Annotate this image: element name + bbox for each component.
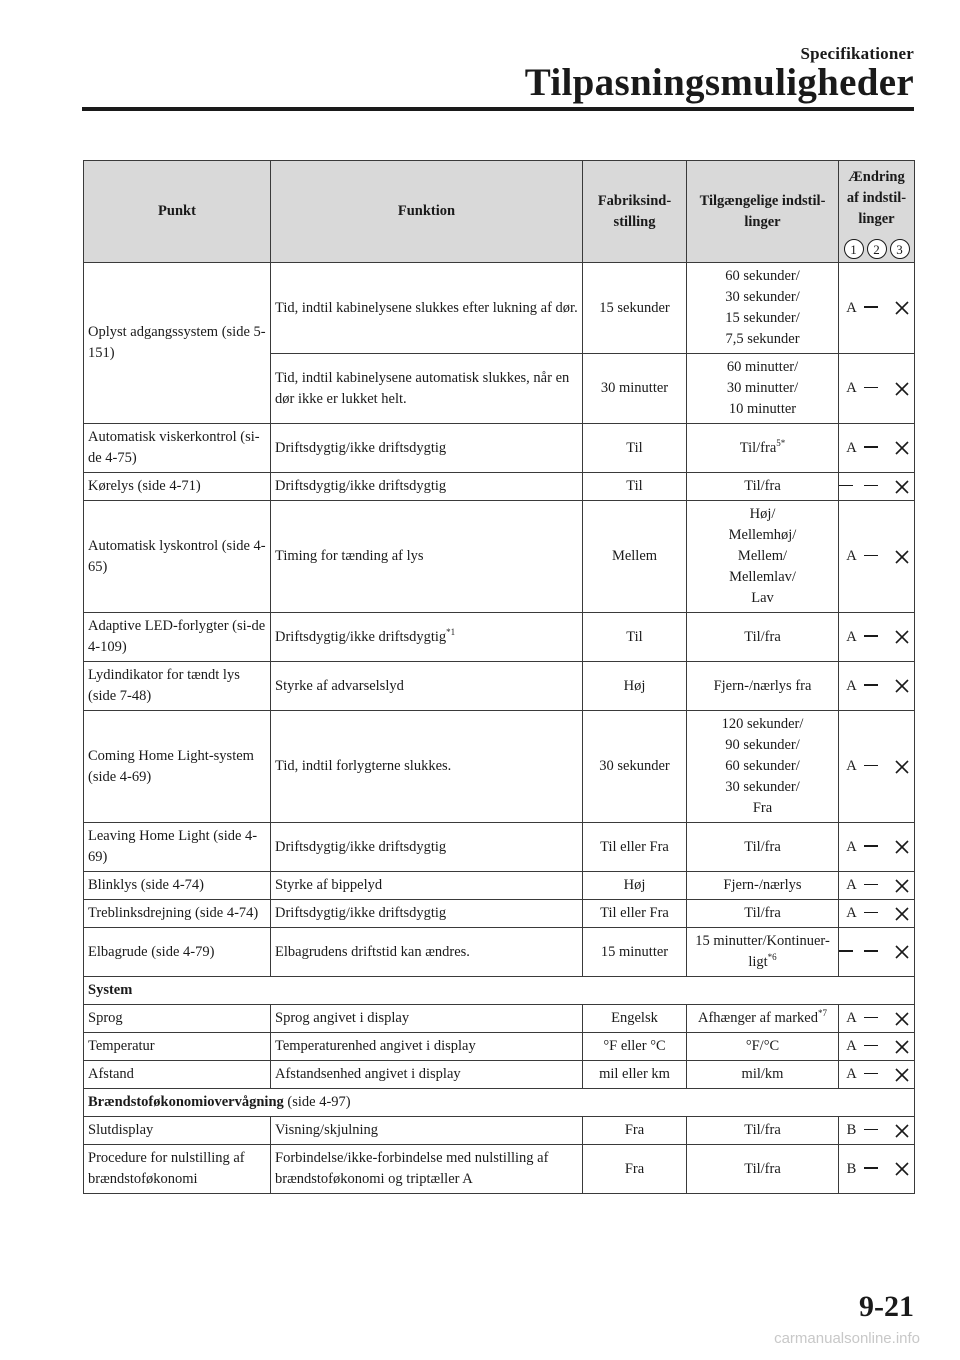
column-header-available: Tilgængelige indstil- linger	[687, 161, 839, 263]
factory-cell-text: 15 minutter	[600, 943, 669, 960]
function-cell-text: Driftsdygtig/ikke driftsdygtig	[275, 838, 447, 855]
cross-icon	[889, 438, 914, 459]
factory-cell	[583, 900, 687, 928]
table-row	[84, 928, 915, 977]
dash-icon	[864, 846, 889, 848]
item-cell	[84, 1061, 271, 1089]
item-cell-text: Blinklys (side 4-74)	[88, 877, 204, 893]
available-cell-text: Fjern-/nærlys	[723, 877, 802, 893]
available-cell	[687, 1061, 839, 1089]
section-heading	[84, 1089, 915, 1117]
item-cell	[84, 424, 271, 473]
section-row	[84, 1089, 915, 1117]
change-method-cell	[839, 1061, 915, 1089]
available-cell	[687, 354, 839, 424]
factory-cell	[583, 424, 687, 473]
item-cell-text: Automatisk lyskontrol (side 4-65)	[88, 537, 266, 575]
section-page-ref: (side 4-97)	[283, 1094, 351, 1110]
dash-icon	[864, 556, 889, 558]
page-number: 9-21	[859, 1290, 914, 1323]
item-cell	[84, 501, 271, 613]
item-cell-text: Sprog	[88, 1010, 123, 1026]
table-row	[84, 613, 915, 662]
item-cell	[84, 711, 271, 823]
available-cell	[687, 662, 839, 711]
function-cell	[271, 473, 583, 501]
watermark: carmanualsonline.info	[774, 1330, 920, 1347]
setting-code: A	[846, 1010, 857, 1026]
function-cell	[271, 662, 583, 711]
function-cell	[271, 1005, 583, 1033]
function-cell	[271, 1145, 583, 1194]
change-method-cell	[839, 473, 915, 501]
dash-icon	[864, 1168, 889, 1170]
cross-icon	[889, 837, 914, 858]
dash-icon	[864, 1018, 889, 1020]
factory-cell-text: 30 sekunder	[599, 758, 670, 774]
function-cell-text: Visning/skjulning	[275, 1122, 379, 1138]
item-cell-text: Kørelys (side 4-71)	[88, 478, 201, 494]
change-method-cell	[839, 711, 915, 823]
factory-cell-text: Til	[626, 478, 643, 494]
item-cell-text: Temperatur	[88, 1038, 155, 1054]
cross-icon	[889, 942, 914, 963]
item-cell	[84, 1005, 271, 1033]
factory-cell-text: mil eller km	[599, 1066, 670, 1082]
function-cell-text: Forbindelse/ikke-forbindelse med nulstilling af brændstoføkonomi og triptæller A	[275, 1150, 549, 1187]
function-cell-text: Driftsdygtig/ikke driftsdygtig	[275, 628, 447, 645]
change-method-cell	[839, 613, 915, 662]
table-row	[84, 1033, 915, 1061]
available-cell-text: Til/fra	[744, 905, 781, 921]
section-heading	[84, 977, 915, 1005]
factory-cell-text: Til	[626, 439, 643, 456]
setting-code: A	[846, 1038, 857, 1054]
section-row	[84, 977, 915, 1005]
change-method-cell	[839, 354, 915, 424]
factory-cell-text: Høj	[623, 677, 646, 694]
setting-code: A	[846, 439, 857, 456]
section-label: Brændstoføkonomiovervågning	[88, 1094, 284, 1110]
table-row	[84, 1117, 915, 1145]
table-row	[84, 662, 915, 711]
factory-cell	[583, 501, 687, 613]
cross-icon	[889, 676, 914, 697]
function-cell-text: Timing for tænding af lys	[275, 548, 424, 564]
function-cell	[271, 263, 583, 354]
cross-icon	[889, 875, 914, 896]
available-cell	[687, 613, 839, 662]
available-cell	[687, 900, 839, 928]
change-method-cell	[839, 501, 915, 613]
cross-icon	[889, 627, 914, 648]
cross-icon	[889, 476, 914, 497]
factory-cell-text: Til	[626, 628, 643, 645]
function-cell	[271, 823, 583, 872]
setting-code: A	[846, 877, 857, 893]
cross-icon	[889, 903, 914, 924]
setting-code: B	[846, 1122, 857, 1138]
available-cell-text: Fjern-/nærlys fra	[713, 677, 812, 694]
factory-cell-text: Til eller Fra	[600, 838, 669, 855]
setting-code: A	[846, 677, 857, 694]
available-cell-text: Til/fra	[744, 1122, 781, 1138]
footnote-mark: *7	[817, 1008, 827, 1019]
table-row	[84, 473, 915, 501]
dash-icon	[864, 307, 889, 309]
available-cell-text: 15 minutter/Kontinuer- ligt	[695, 933, 830, 970]
setting-code: A	[846, 838, 857, 855]
function-cell-text: Styrke af bippelyd	[275, 877, 383, 893]
function-cell-text: Elbagrudens driftstid kan ændres.	[275, 943, 470, 960]
footnote-mark: *6	[767, 952, 777, 963]
section-label: Specifikationer	[800, 44, 914, 63]
dash-icon	[864, 951, 889, 953]
change-method-cell	[839, 823, 915, 872]
available-cell-text: Til/fra	[744, 478, 781, 494]
change-method-cell	[839, 1033, 915, 1061]
function-cell-text: Driftsdygtig/ikke driftsdygtig	[275, 905, 447, 921]
factory-cell-text: Fra	[624, 1160, 645, 1177]
footnote-mark: *1	[446, 626, 456, 637]
factory-cell-text: Fra	[624, 1122, 645, 1138]
dash-icon	[864, 486, 889, 488]
cross-icon	[889, 1064, 914, 1085]
cross-icon	[889, 1120, 914, 1141]
table-row	[84, 823, 915, 872]
change-method-cell	[839, 1145, 915, 1194]
dash-icon	[839, 951, 864, 953]
page-title: Tilpasningsmuligheder	[524, 61, 914, 104]
title-rule	[82, 107, 914, 111]
item-cell	[84, 872, 271, 900]
item-cell	[84, 1145, 271, 1194]
change-method-cell	[839, 1005, 915, 1033]
available-cell	[687, 424, 839, 473]
function-cell-text: Driftsdygtig/ikke driftsdygtig	[275, 478, 447, 494]
factory-cell-text: Mellem	[611, 548, 658, 564]
table-row	[84, 872, 915, 900]
available-cell	[687, 473, 839, 501]
dash-icon	[864, 1130, 889, 1132]
item-cell-text: Coming Home Light-system (side 4-69)	[88, 747, 254, 785]
setting-code: A	[846, 1066, 857, 1082]
factory-cell	[583, 354, 687, 424]
setting-code: A	[846, 380, 857, 396]
item-cell-text: Elbagrude (side 4-79)	[88, 943, 215, 960]
table-header-row	[84, 161, 915, 237]
factory-cell-text: Høj	[623, 877, 646, 893]
available-cell-text: Til/fra	[744, 838, 781, 855]
item-cell-text: Procedure for nulstilling af brændstoføkonomi	[88, 1150, 245, 1187]
factory-cell	[583, 613, 687, 662]
function-cell	[271, 424, 583, 473]
item-cell-text: Oplyst adgangssystem (side 5-151)	[88, 324, 266, 361]
available-cell-text: 120 sekunder/ 90 sekunder/ 60 sekunder/ 30 sekunder/ Fra	[721, 716, 804, 816]
column-header-change: Ændring af indstil- linger	[839, 161, 915, 237]
cross-icon	[889, 1159, 914, 1180]
table-row	[84, 711, 915, 823]
available-cell	[687, 711, 839, 823]
cross-icon	[889, 546, 914, 567]
dash-icon	[864, 685, 889, 687]
setting-code: A	[846, 628, 857, 645]
available-cell-text: Til/fra	[739, 439, 777, 456]
available-cell-text: 60 minutter/ 30 minutter/ 10 minutter	[726, 359, 799, 417]
available-cell-text: Til/fra	[744, 1160, 781, 1177]
factory-cell	[583, 473, 687, 501]
column-header-factory: Fabriksind- stilling	[583, 161, 687, 263]
factory-cell-text: 15 sekunder	[599, 299, 670, 316]
customization-table	[83, 160, 915, 1194]
column-header-function: Funktion	[271, 161, 583, 263]
function-cell	[271, 900, 583, 928]
dash-icon	[864, 913, 889, 915]
factory-cell	[583, 1061, 687, 1089]
item-cell-text: Adaptive LED-forlygter (si-de 4-109)	[88, 618, 266, 655]
item-cell-text: Afstand	[88, 1066, 134, 1082]
available-cell	[687, 501, 839, 613]
method-2-icon: 2	[867, 239, 887, 259]
factory-cell	[583, 1117, 687, 1145]
factory-cell-text: Til eller Fra	[600, 905, 669, 921]
function-cell-text: Styrke af advarselslyd	[275, 677, 404, 694]
method-1-icon: 1	[844, 239, 864, 259]
change-method-cell	[839, 1117, 915, 1145]
cross-icon	[889, 378, 914, 399]
factory-cell-text: °F eller °C	[603, 1038, 666, 1054]
change-method-cell	[839, 263, 915, 354]
dash-icon	[864, 766, 889, 768]
method-3-icon: 3	[890, 239, 910, 259]
function-cell-text: Afstandsenhed angivet i display	[275, 1066, 461, 1082]
dash-icon	[864, 1046, 889, 1048]
item-cell	[84, 1117, 271, 1145]
table-row	[84, 263, 915, 354]
factory-cell	[583, 263, 687, 354]
factory-cell	[583, 872, 687, 900]
column-header-item: Punkt	[84, 161, 271, 263]
item-cell	[84, 613, 271, 662]
function-cell	[271, 1061, 583, 1089]
item-cell	[84, 263, 271, 424]
factory-cell	[583, 711, 687, 823]
setting-code: A	[846, 548, 857, 564]
available-cell	[687, 823, 839, 872]
table-row	[84, 1061, 915, 1089]
cross-icon	[889, 1036, 914, 1057]
function-cell	[271, 354, 583, 424]
dash-icon	[864, 1074, 889, 1076]
change-method-cell	[839, 928, 915, 977]
function-cell	[271, 872, 583, 900]
function-cell	[271, 928, 583, 977]
function-cell	[271, 501, 583, 613]
available-cell	[687, 263, 839, 354]
function-cell-text: Sprog angivet i display	[275, 1010, 410, 1026]
section-label: System	[88, 982, 133, 998]
cross-icon	[889, 298, 914, 319]
item-cell	[84, 1033, 271, 1061]
footnote-mark: 5*	[776, 437, 786, 448]
available-cell-text: °F/°C	[745, 1038, 780, 1054]
item-cell	[84, 473, 271, 501]
available-cell	[687, 1033, 839, 1061]
function-cell	[271, 613, 583, 662]
table-row	[84, 501, 915, 613]
function-cell-text: Tid, indtil kabinelysene automatisk slukkes, når en dør ikke er lukket helt.	[275, 369, 570, 407]
item-cell-text: Treblinksdrejning (side 4-74)	[88, 905, 259, 921]
function-cell	[271, 711, 583, 823]
available-cell	[687, 1117, 839, 1145]
dash-icon	[864, 885, 889, 887]
factory-cell	[583, 823, 687, 872]
item-cell-text: Lydindikator for tændt lys (side 7-48)	[88, 667, 240, 704]
item-cell-text: Slutdisplay	[88, 1122, 154, 1138]
factory-cell	[583, 662, 687, 711]
available-cell-text: Høj/ Mellemhøj/ Mellem/ Mellemlav/ Lav	[728, 506, 797, 606]
factory-cell	[583, 1033, 687, 1061]
function-cell	[271, 1117, 583, 1145]
table-row	[84, 1145, 915, 1194]
available-cell	[687, 1145, 839, 1194]
available-cell	[687, 872, 839, 900]
function-cell-text: Driftsdygtig/ikke driftsdygtig	[275, 439, 447, 456]
available-cell	[687, 928, 839, 977]
available-cell-text: 60 sekunder/ 30 sekunder/ 15 sekunder/ 7,5 sekunder	[725, 268, 800, 347]
available-cell-text: mil/km	[741, 1066, 784, 1082]
change-method-header	[839, 236, 915, 263]
cross-icon	[889, 1008, 914, 1029]
dash-icon	[864, 388, 889, 390]
available-cell	[687, 1005, 839, 1033]
factory-cell-text: 30 minutter	[600, 380, 669, 396]
item-cell	[84, 823, 271, 872]
dash-icon	[839, 486, 864, 488]
setting-code: B	[846, 1160, 857, 1177]
change-method-cell	[839, 662, 915, 711]
item-cell	[84, 662, 271, 711]
dash-icon	[864, 447, 889, 449]
item-cell-text: Automatisk viskerkontrol (si-de 4-75)	[88, 429, 260, 466]
function-cell-text: Temperaturenhed angivet i display	[275, 1038, 476, 1054]
change-method-cell	[839, 424, 915, 473]
cross-icon	[889, 756, 914, 777]
available-cell-text: Afhænger af marked	[698, 1010, 818, 1026]
table-row	[84, 1005, 915, 1033]
item-cell	[84, 928, 271, 977]
change-method-cell	[839, 872, 915, 900]
setting-code: A	[846, 299, 857, 316]
factory-cell	[583, 928, 687, 977]
factory-cell	[583, 1145, 687, 1194]
table-row	[84, 900, 915, 928]
factory-cell	[583, 1005, 687, 1033]
item-cell-text: Leaving Home Light (side 4-69)	[88, 828, 258, 865]
function-cell-text: Tid, indtil forlygterne slukkes.	[275, 758, 452, 774]
available-cell-text: Til/fra	[744, 628, 781, 645]
dash-icon	[864, 636, 889, 638]
setting-code: A	[846, 905, 857, 921]
change-method-cell	[839, 900, 915, 928]
function-cell-text: Tid, indtil kabinelysene slukkes efter lukning af dør.	[275, 299, 578, 316]
setting-code: A	[846, 758, 857, 774]
factory-cell-text: Engelsk	[611, 1010, 658, 1026]
function-cell	[271, 1033, 583, 1061]
table-row	[84, 424, 915, 473]
item-cell	[84, 900, 271, 928]
